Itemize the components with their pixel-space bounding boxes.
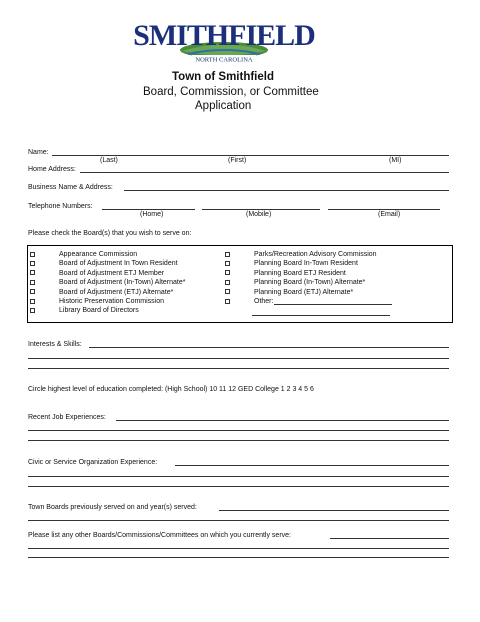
other-boards-label: Please list any other Boards/Commissions/Committees on which you currently serve: xyxy=(28,532,291,539)
checkbox[interactable] xyxy=(30,299,35,304)
town-boards-label: Town Boards previously served on and year(s) served: xyxy=(28,504,197,511)
jobs-field-2[interactable] xyxy=(28,430,449,431)
other-board-field[interactable] xyxy=(274,304,392,305)
name-sub-last: (Last) xyxy=(100,157,118,164)
interests-field-3[interactable] xyxy=(28,368,449,369)
business-field[interactable] xyxy=(124,190,449,191)
board-option[interactable]: Library Board of Directors xyxy=(30,306,185,315)
checkbox[interactable] xyxy=(30,280,35,285)
boards-right-column xyxy=(225,250,377,306)
checkbox[interactable] xyxy=(30,261,35,266)
other-board-field-2[interactable] xyxy=(252,315,390,316)
other-boards-field-3[interactable] xyxy=(28,557,449,558)
page-subtitle: Board, Commission, or Committee xyxy=(143,86,319,98)
other-boards-field-2[interactable] xyxy=(28,548,449,549)
checkbox[interactable] xyxy=(225,280,230,285)
checkbox[interactable] xyxy=(225,289,230,294)
page-subtitle-2: Application xyxy=(195,100,252,112)
board-option[interactable]: Historic Preservation Commission xyxy=(30,297,185,306)
board-option[interactable]: Board of Adjustment In Town Resident xyxy=(30,259,185,268)
checkbox[interactable] xyxy=(30,252,35,257)
civic-field-3[interactable] xyxy=(28,486,449,487)
board-option-other[interactable]: Other: xyxy=(225,297,377,306)
board-option[interactable]: Board of Adjustment (In-Town) Alternate* xyxy=(30,278,185,287)
checkbox[interactable] xyxy=(30,270,35,275)
jobs-field[interactable] xyxy=(116,420,449,421)
board-option[interactable]: Appearance Commission xyxy=(30,250,185,259)
civic-label: Civic or Service Organization Experience: xyxy=(28,459,158,466)
checkbox[interactable] xyxy=(30,289,35,294)
interests-label: Interests & Skills: xyxy=(28,341,82,348)
board-option[interactable]: Planning Board (ETJ) Alternate* xyxy=(225,288,377,297)
smithfield-logo xyxy=(133,16,315,64)
tel-sub-mobile: (Mobile) xyxy=(246,211,272,218)
board-option[interactable]: Board of Adjustment (ETJ) Alternate* xyxy=(30,288,185,297)
logo-wordmark: SMITHFIELD xyxy=(133,19,315,52)
boards-prompt: Please check the Board(s) that you wish to serve on: xyxy=(28,230,192,237)
business-label: Business Name & Address: xyxy=(28,184,113,191)
town-boards-field-2[interactable] xyxy=(28,520,449,521)
interests-field[interactable] xyxy=(89,347,449,348)
tel-sub-email: (Email) xyxy=(378,211,401,218)
board-option[interactable]: Planning Board ETJ Resident xyxy=(225,269,377,278)
page-title: Town of Smithfield xyxy=(172,71,274,83)
town-boards-field[interactable] xyxy=(219,510,449,511)
name-sub-first: (First) xyxy=(228,157,247,164)
board-option[interactable]: Board of Adjustment ETJ Member xyxy=(30,269,185,278)
board-option[interactable]: Parks/Recreation Advisory Commission xyxy=(225,250,377,259)
board-option[interactable]: Planning Board (In-Town) Alternate* xyxy=(225,278,377,287)
education-line[interactable]: Circle highest level of education completed: (High School) 10 11 12 GED College 1 2 3 4 5 6 xyxy=(28,386,314,393)
checkbox[interactable] xyxy=(225,270,230,275)
logo-subtext: NORTH CAROLINA xyxy=(195,56,253,64)
name-sub-mi: (MI) xyxy=(389,157,402,164)
name-label: Name: xyxy=(28,149,49,156)
jobs-field-3[interactable] xyxy=(28,440,449,441)
home-address-label: Home Address: xyxy=(28,166,76,173)
boards-left-column xyxy=(30,250,185,316)
checkbox[interactable] xyxy=(30,308,35,313)
checkbox[interactable] xyxy=(225,261,230,266)
board-option[interactable]: Planning Board In-Town Resident xyxy=(225,259,377,268)
checkbox[interactable] xyxy=(225,299,230,304)
civic-field-2[interactable] xyxy=(28,476,449,477)
home-address-field[interactable] xyxy=(80,172,449,173)
telephone-label: Telephone Numbers: xyxy=(28,203,93,210)
tel-sub-home: (Home) xyxy=(140,211,164,218)
civic-field[interactable] xyxy=(175,465,449,466)
checkbox[interactable] xyxy=(225,252,230,257)
other-boards-field[interactable] xyxy=(330,538,449,539)
interests-field-2[interactable] xyxy=(28,358,449,359)
jobs-label: Recent Job Experiences: xyxy=(28,414,106,421)
